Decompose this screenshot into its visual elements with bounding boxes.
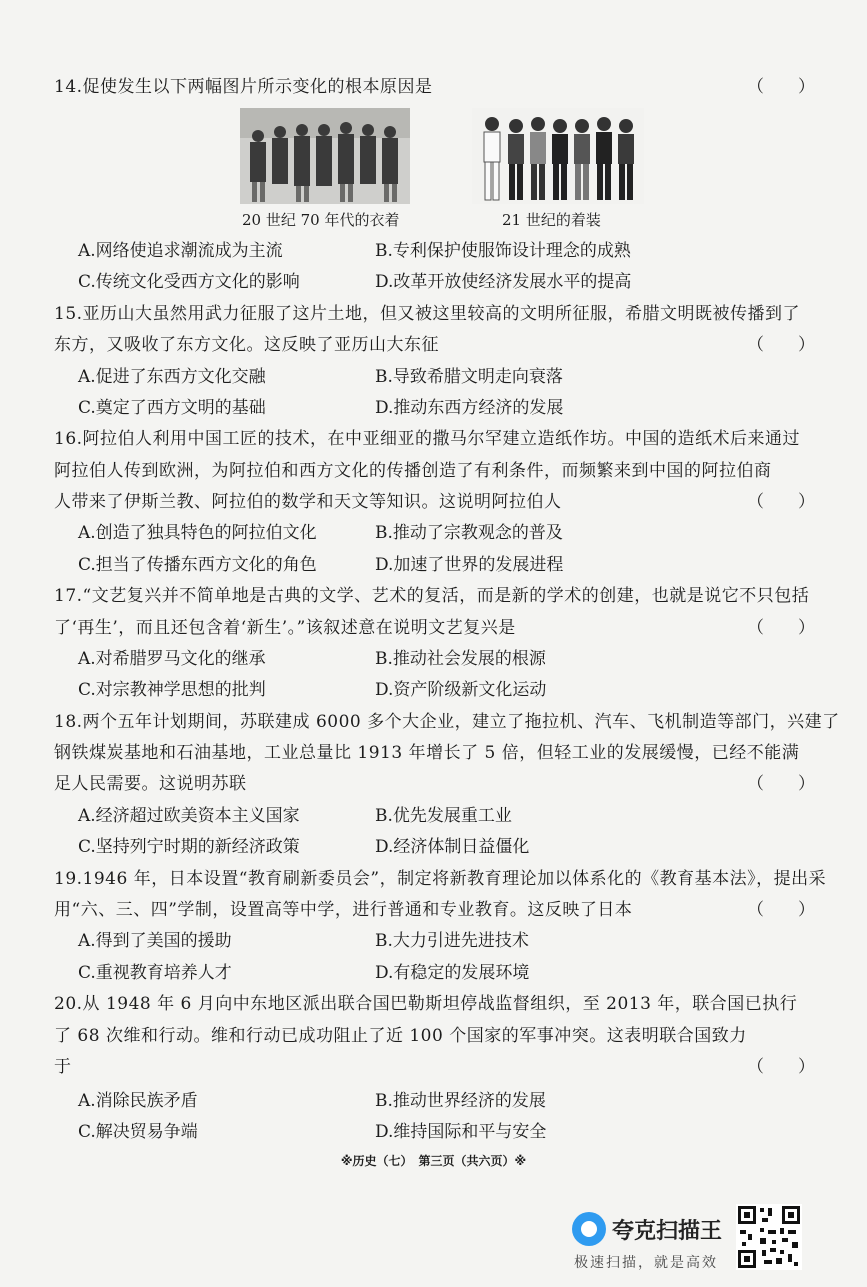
watermark-slogan: 极速扫描，就是高效 — [574, 1255, 718, 1271]
q17-option-a[interactable]: A.对希腊罗马文化的继承 — [78, 649, 266, 669]
q18-option-c[interactable]: C.坚持列宁时期的新经济政策 — [78, 837, 300, 857]
q17-option-c[interactable]: C.对宗教神学思想的批判 — [78, 680, 266, 700]
q14-option-c[interactable]: C.传统文化受西方文化的影响 — [78, 272, 300, 292]
q18-stem-line-2: 钢铁煤炭基地和石油基地，工业总量比 1913 年增长了 5 倍，但轻工业的发展缓慢，已经不能满 — [54, 743, 800, 763]
q18-option-d[interactable]: D.经济体制日益僵化 — [375, 837, 530, 857]
q15-option-d[interactable]: D.推动东西方经济的发展 — [375, 398, 564, 418]
q14-stem-line-1: 14.促使发生以下两幅图片所示变化的根本原因是 — [54, 77, 433, 97]
group-illustration-21st-century — [472, 108, 644, 204]
q19-stem-line-1: 19.1946 年，日本设置“教育刷新委员会”，制定将新教育理论加以体系化的《教育基本法》，提出采 — [54, 869, 827, 889]
quark-logo-icon — [572, 1212, 606, 1246]
q15-stem-line-1: 15.亚历山大虽然用武力征服了这片土地，但又被这里较高的文明所征服，希腊文明既被传播到了 — [54, 304, 801, 324]
q16-option-b[interactable]: B.推动了宗教观念的普及 — [375, 523, 563, 543]
q20-option-b[interactable]: B.推动世界经济的发展 — [375, 1091, 546, 1111]
scanner-watermark — [568, 1206, 738, 1276]
q17-stem-line-2: 了‘再生’，而且还包含着‘新生’。”该叙述意在说明文艺复兴是 — [54, 618, 516, 638]
photo-1970s-clothing — [240, 108, 410, 204]
q17-option-b[interactable]: B.推动社会发展的根源 — [375, 649, 546, 669]
q19-option-b[interactable]: B.大力引进先进技术 — [375, 931, 529, 951]
q16-stem-line-1: 16.阿拉伯人利用中国工匠的技术，在中亚细亚的撒马尔罕建立造纸作坊。中国的造纸术后来通过 — [54, 429, 801, 449]
q15-option-c[interactable]: C.奠定了西方文明的基础 — [78, 398, 266, 418]
q20-option-a[interactable]: A.消除民族矛盾 — [78, 1091, 198, 1111]
q19-option-c[interactable]: C.重视教育培养人才 — [78, 963, 232, 983]
q17-answer-paren: （ ） — [747, 618, 815, 638]
q15-option-a[interactable]: A.促进了东西方文化交融 — [78, 367, 266, 387]
q17-stem-line-1: 17.“文艺复兴并不简单地是古典的文学、艺术的复活，而是新的学术的创建，也就是说它不只包括 — [54, 586, 810, 606]
q18-stem-line-3: 足人民需要。这说明苏联 — [54, 774, 247, 794]
crowd-illustration-1970s — [240, 108, 410, 204]
qr-code-icon — [736, 1204, 802, 1270]
q14-option-a[interactable]: A.网络使追求潮流成为主流 — [78, 241, 283, 261]
q16-answer-paren: （ ） — [747, 492, 815, 512]
caption-1970s: 20 世纪 70 年代的衣着 — [242, 211, 400, 229]
watermark-name: 夸克扫描王 — [612, 1219, 723, 1244]
q19-option-a[interactable]: A.得到了美国的援助 — [78, 931, 232, 951]
q18-option-b[interactable]: B.优先发展重工业 — [375, 806, 512, 826]
q16-stem-line-2: 阿拉伯人传到欧洲，为阿拉伯和西方文化的传播创造了有利条件，而频繁来到中国的阿拉伯商 — [54, 461, 772, 481]
q14-answer-paren: （ ） — [747, 77, 815, 97]
q19-stem-line-2: 用“六、三、四”学制，设置高等中学，进行普通和专业教育。这反映了日本 — [54, 900, 633, 920]
q15-answer-paren: （ ） — [747, 335, 815, 355]
q17-option-d[interactable]: D.资产阶级新文化运动 — [375, 680, 547, 700]
q14-option-b[interactable]: B.专利保护使服饰设计理念的成熟 — [375, 241, 631, 261]
q15-option-b[interactable]: B.导致希腊文明走向衰落 — [375, 367, 563, 387]
q18-stem-line-1: 18.两个五年计划期间，苏联建成 6000 多个大企业，建立了拖拉机、汽车、飞机制造等部门，兴建了 — [54, 712, 840, 732]
q20-option-c[interactable]: C.解决贸易争端 — [78, 1122, 198, 1142]
q19-option-d[interactable]: D.有稳定的发展环境 — [375, 963, 530, 983]
q20-stem-line-1: 20.从 1948 年 6 月向中东地区派出联合国巴勒斯坦停战监督组织，至 2013 年，联合国已执行 — [54, 994, 798, 1014]
q15-stem-line-2: 东方，又吸收了东方文化。这反映了亚历山大东征 — [54, 335, 439, 355]
q20-stem-line-2: 了 68 次维和行动。维和行动已成功阻止了近 100 个国家的军事冲突。这表明联合国致力 — [54, 1026, 747, 1046]
caption-21st-century: 21 世纪的着装 — [502, 211, 601, 229]
q16-stem-line-3: 人带来了伊斯兰教、阿拉伯的数学和天文等知识。这说明阿拉伯人 — [54, 492, 562, 512]
q19-answer-paren: （ ） — [747, 900, 815, 920]
q18-answer-paren: （ ） — [747, 774, 815, 794]
photo-21st-century-clothing — [472, 108, 644, 204]
q16-option-d[interactable]: D.加速了世界的发展进程 — [375, 555, 564, 575]
q20-stem-line-3: 于 — [54, 1057, 72, 1077]
q16-option-a[interactable]: A.创造了独具特色的阿拉伯文化 — [78, 523, 317, 543]
page-footer: ※历史（七） 第三页（共六页）※ — [340, 1154, 527, 1168]
q14-option-d[interactable]: D.改革开放使经济发展水平的提高 — [375, 272, 632, 292]
q20-answer-paren: （ ） — [747, 1057, 815, 1077]
q20-option-d[interactable]: D.维持国际和平与安全 — [375, 1122, 547, 1142]
q16-option-c[interactable]: C.担当了传播东西方文化的角色 — [78, 555, 317, 575]
q18-option-a[interactable]: A.经济超过欧美资本主义国家 — [78, 806, 300, 826]
